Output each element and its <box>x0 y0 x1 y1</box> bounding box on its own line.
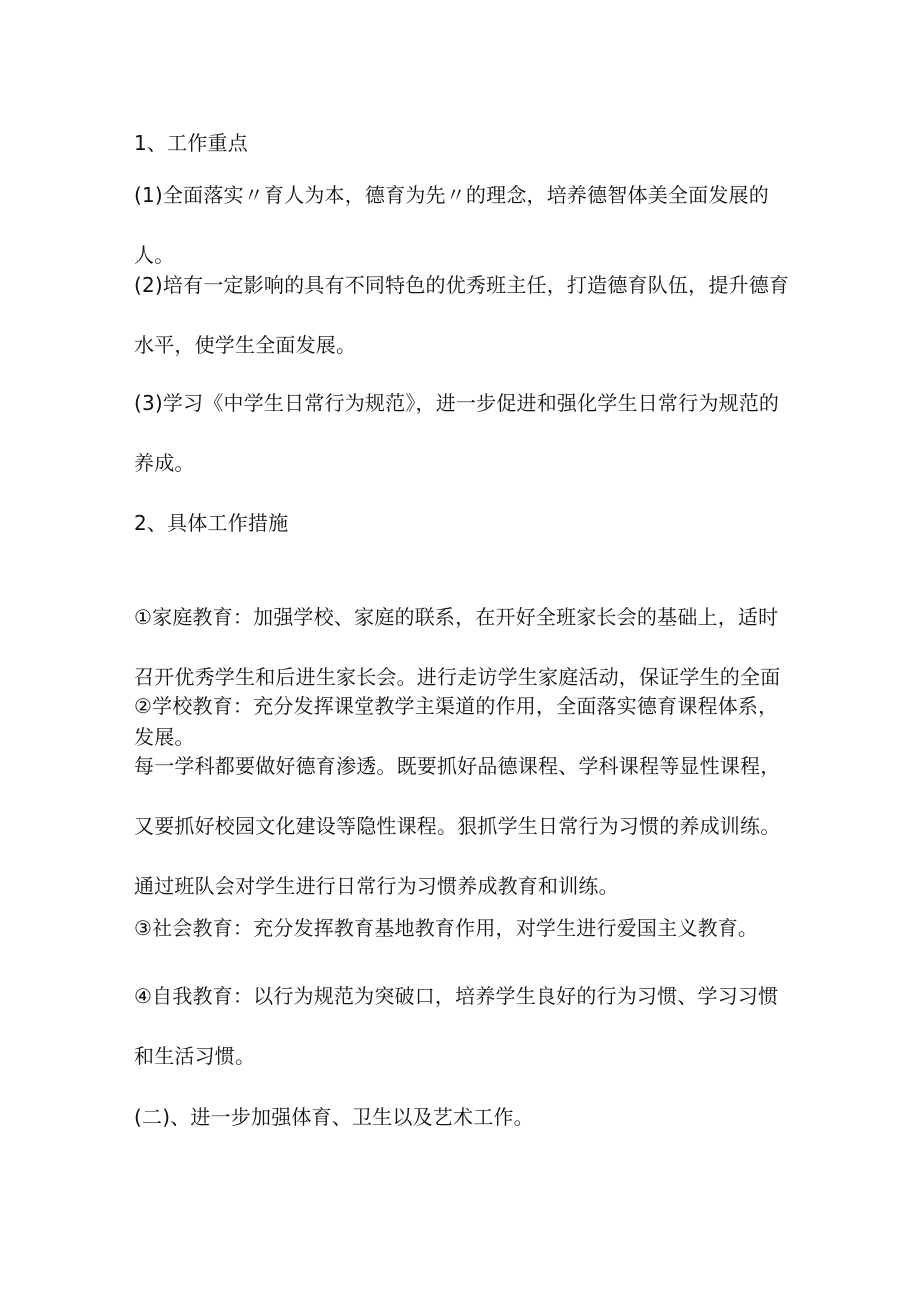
paragraph-self-education: ④自我教育：以行为规范为突破口，培养学生良好的行为习惯、学习习惯和生活习惯。 <box>134 984 779 1068</box>
section-heading-measures: 2、具体工作措施 <box>134 511 289 535</box>
section-heading-sports-health: (二)、进一步加强体育、卫生以及艺术工作。 <box>134 1105 534 1129</box>
paragraph-focus-1: (1)全面落实〃育人为本，德育为先〃的理念，培养德智体美全面发展的人。 <box>134 183 769 267</box>
section-heading-work-focus: 1、工作重点 <box>134 131 248 155</box>
paragraph-family-education: ①家庭教育：加强学校、家庭的联系，在开好全班家长会的基础上，适时召开优秀学生和后进生家长会。进行走访学生家庭活动，保证学生的全面发展。 <box>134 605 781 749</box>
paragraph-school-education: ②学校教育：充分发挥课堂教学主渠道的作用，全面落实德育课程体系，每一学科都要做好德育渗透。既要抓好品德课程、学科课程等显性课程，又要抓好校园文化建设等隐性课程。狠抓学生日常行为习惯的养成训练。通过班队会对学生进行日常行为习惯养成教育和训练。 <box>134 694 781 898</box>
paragraph-focus-3: (3)学习《中学生日常行为规范》，进一步促进和强化学生日常行为规范的养成。 <box>134 391 780 475</box>
paragraph-focus-2: (2)培有一定影响的具有不同特色的优秀班主任，打造德育队伍，提升德育水平，使学生全面发展。 <box>134 273 790 357</box>
paragraph-social-education: ③社会教育：充分发挥教育基地教育作用，对学生进行爱国主义教育。 <box>134 916 759 940</box>
